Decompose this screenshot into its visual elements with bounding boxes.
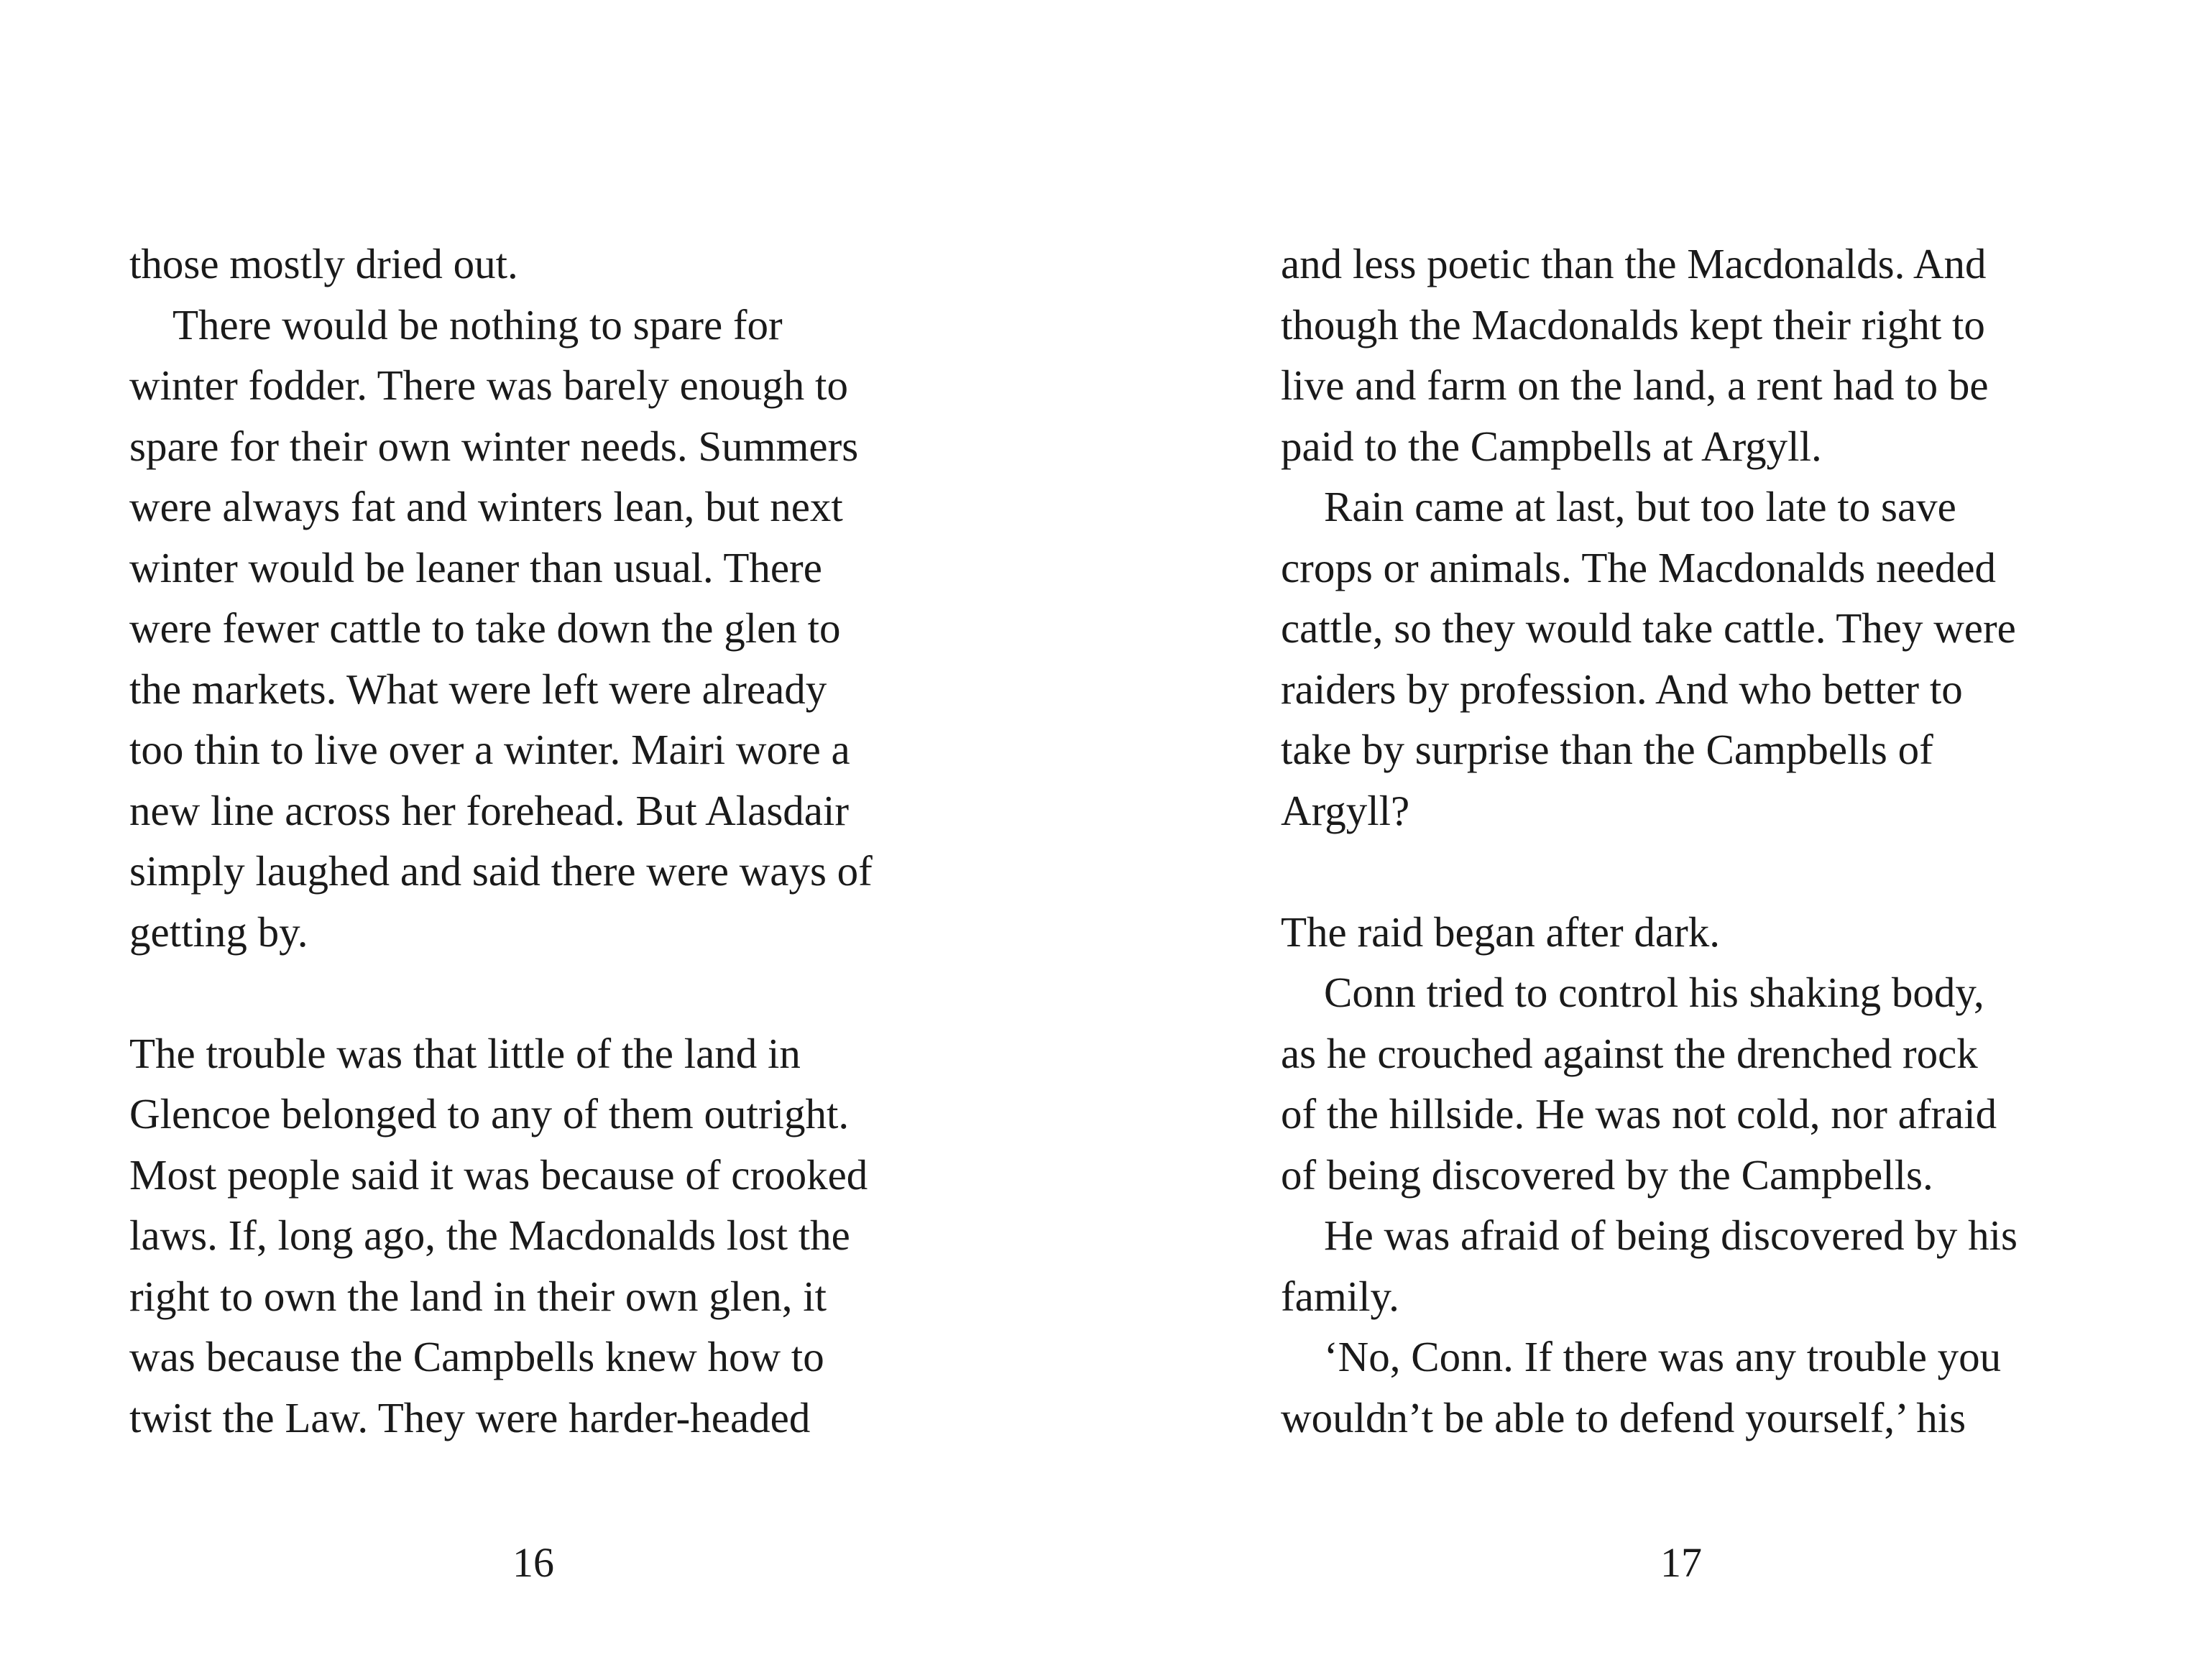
text-line: new line across her forehead. But Alasdair	[129, 786, 850, 834]
text-line: spare for their own winter needs. Summers	[129, 422, 859, 470]
section-break	[1281, 841, 2100, 902]
text-line: Conn tried to control his shaking body,	[1324, 969, 1984, 1016]
text-line: winter would be leaner than usual. There	[129, 543, 822, 591]
text-line: the markets. What were left were already	[129, 665, 827, 713]
text-line: paid to the Campbells at Argyll.	[1281, 422, 1822, 470]
text-line: family.	[1281, 1272, 1399, 1320]
text-line: too thin to live over a winter. Mairi wore a	[129, 726, 850, 773]
text-line: twist the Law. They were harder-headed	[129, 1393, 811, 1441]
text-line: laws. If, long ago, the Macdonalds lost the	[129, 1211, 850, 1259]
right-page	[1281, 234, 2100, 1599]
text-line: though the Macdonalds kept their right to	[1281, 300, 1985, 349]
text-line: getting by.	[129, 908, 308, 956]
text-line: raiders by profession. And who better to	[1281, 665, 1963, 713]
text-line: of the hillside. He was not cold, nor afraid	[1281, 1090, 1997, 1137]
text-line: simply laughed and said there were ways of	[129, 847, 873, 895]
page-number-right: 17	[1660, 1539, 1702, 1586]
text-line: were always fat and winters lean, but next	[129, 483, 843, 530]
text-line: Most people said it was because of crooked	[129, 1150, 868, 1199]
text-line: take by surprise than the Campbells of	[1281, 726, 1933, 773]
text-line: of being discovered by the Campbells.	[1281, 1150, 1933, 1199]
left-page	[129, 234, 949, 1599]
text-line: The raid began after dark.	[1281, 908, 1720, 956]
text-line: Rain came at last, but too late to save	[1324, 483, 1956, 530]
text-line: were fewer cattle to take down the glen to	[129, 604, 841, 652]
text-line: was because the Campbells knew how to	[129, 1333, 824, 1380]
text-line: There would be nothing to spare for	[172, 300, 783, 349]
text-line: He was afraid of being discovered by his	[1324, 1211, 2018, 1259]
page-number-left: 16	[512, 1539, 554, 1586]
text-line: wouldn’t be able to defend yourself,’ his	[1281, 1393, 1966, 1441]
text-line: right to own the land in their own glen, it	[129, 1272, 827, 1320]
text-line: crops or animals. The Macdonalds needed	[1281, 543, 1997, 591]
text-line: those mostly dried out.	[129, 240, 518, 287]
text-line: The trouble was that little of the land in	[129, 1029, 801, 1077]
text-line: ‘No, Conn. If there was any trouble you	[1324, 1333, 2002, 1380]
text-line: as he crouched against the drenched rock	[1281, 1029, 1978, 1077]
text-line: and less poetic than the Macdonalds. And	[1281, 240, 1987, 287]
text-line: winter fodder. There was barely enough to	[129, 361, 848, 409]
text-line: Glencoe belonged to any of them outright.	[129, 1090, 850, 1137]
section-break	[129, 962, 949, 1023]
text-line: cattle, so they would take cattle. They were	[1281, 604, 2016, 652]
text-line: live and farm on the land, a rent had to be	[1281, 361, 1989, 409]
text-line: Argyll?	[1281, 786, 1410, 834]
